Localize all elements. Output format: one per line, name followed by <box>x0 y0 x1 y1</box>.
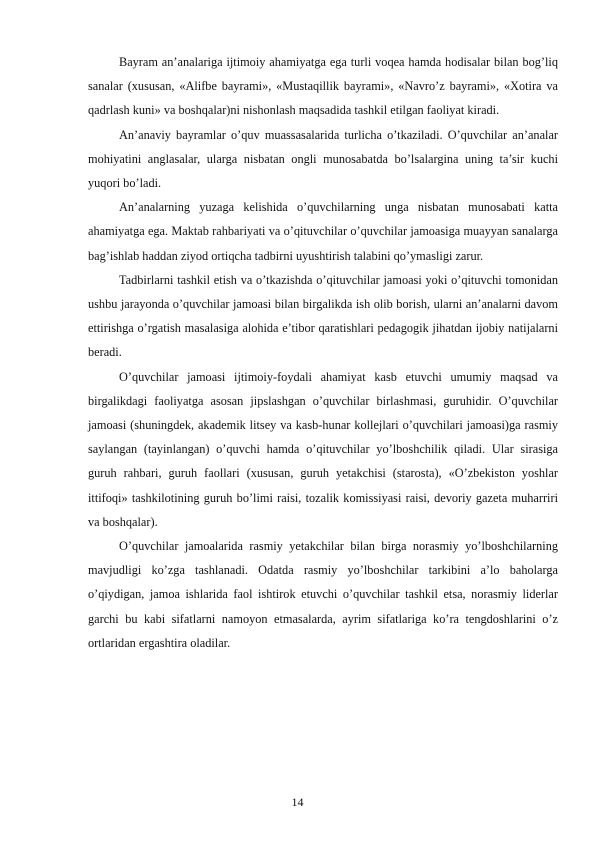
page-number: 14 <box>291 795 304 809</box>
paragraph-traditional-holidays: An’anaviy bayramlar o’quv muassasalarida turlicha o’tkaziladi. O’quvchilar an’analar mohiyatini anglasalar, ularga nisbatan ongli munosabatda bo’lsalargina uning ta’sir kuchi yuqori bo’ladi. <box>88 127 558 191</box>
document-body <box>88 50 558 655</box>
paragraph-informal-leaders: O’quvchilar jamoalarida rasmiy yetakchilar bilan birga norasmiy yo’lboshchilarning mavjudligi ko’zga tashlanadi. Odatda rasmiy yo’lboshchilar tarkibini a’lo baholarga o’qiydigan, jamoa ishlarida faol ishtirok etuvchi o’quvchilar tashkil etsa, norasmiy liderlar garchi bu kabi sifatlarni namoyon etmasalarda, ayrim sifatlariga ko’ra tengdoshlarini o’z ortlaridan ergashtira oladilar. <box>88 539 558 650</box>
paragraph-event-organization: Tadbirlarni tashkil etish va o’tkazishda o’qituvchilar jamoasi yoki o’qituvchi tomonidan ushbu jarayonda o’quvchilar jamoasi bilan birgalikda ish olib borish, ularni an’analarni davom ettirishga o’rgatish masalasiga alohida e’tibor qaratishlari pedagogik jihatdan ijobiy natijalarni beradi. <box>88 272 558 360</box>
paragraph-student-attitude: An’analarning yuzaga kelishida o’quvchilarning unga nisbatan munosabati katta ahamiyatga ega. Maktab rahbariyati va o’qituvchilar o’quvchilar jamoasiga muayyan sanalarga bag’ishlab haddan ziyod ortiqcha tadbirni uyushtirish talabini qo’ymasligi zarur. <box>88 200 558 263</box>
paragraph-student-collective: O’quvchilar jamoasi ijtimoiy-foydali ahamiyat kasb etuvchi umumiy maqsad va birgalikdagi faoliyatga asosan jipslashgan o’quvchilar birlashmasi, guruhidir. O’quvchilar jamoasi (shuningdek, akademik litsey va kasb-hunar kollejlari o’quvchilari jamoasi)ga rasmiy saylangan (tayinlangan) o’quvchi hamda o’qituvchilar yo’lboshchilik qiladi. Ular sirasiga guruh rahbari, guruh faollari (xususan, guruh yetakchisi (starosta), «O’zbekiston yoshlar ittifoqi» tashkilotining guruh bo’limi raisi, tozalik komissiyasi raisi, devoriy gazeta muharriri va boshqalar). <box>88 369 558 529</box>
paragraph-bayram-traditions: Bayram an’analariga ijtimoiy ahamiyatga ega turli voqea hamda hodisalar bilan bog’liq sanalar (xususan, «Alifbe bayrami», «Mustaqillik bayrami», «Navro’z bayrami», «Xotira va qadrlash kuni» va boshqalar)ni nishonlash maqsadida tashkil etilgan faoliyat kiradi. <box>88 55 558 118</box>
